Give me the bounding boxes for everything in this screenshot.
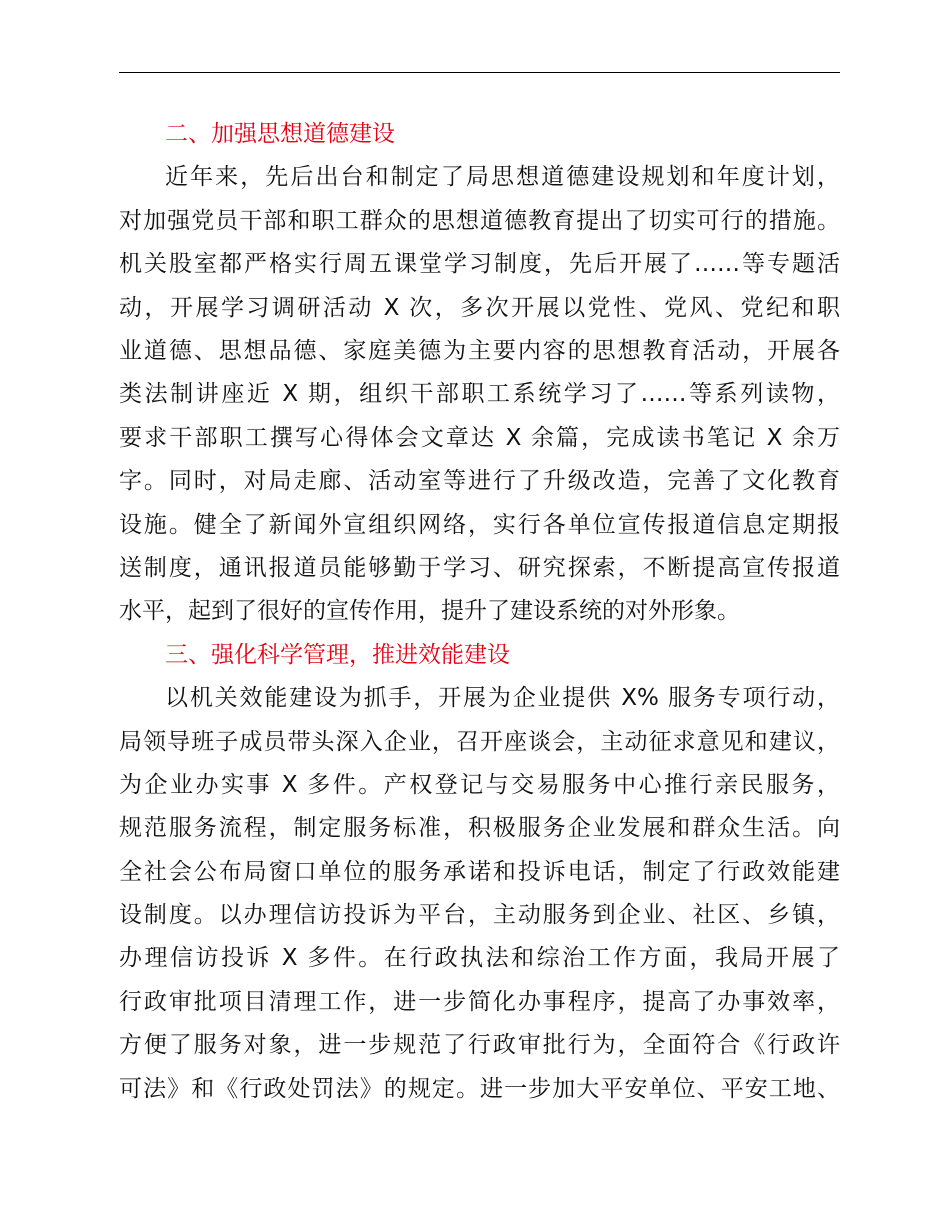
paragraph-line: 机关股室都严格实行周五课堂学习制度，先后开展了……等专题活 xyxy=(119,251,840,278)
paragraph-line: 办理信访投诉 X 多件。在行政执法和综治工作方面，我局开展了 xyxy=(119,945,840,972)
paragraph-line: 设施。健全了新闻外宣组织网络，实行各单位宣传报道信息定期报 xyxy=(119,511,840,538)
header-rule xyxy=(119,72,840,73)
paragraph-line: 对加强党员干部和职工群众的思想道德教育提出了切实可行的措施。 xyxy=(119,207,840,234)
paragraph-line: 送制度，通讯报道员能够勤于学习、研究探索，不断提高宣传报道 xyxy=(119,554,840,581)
paragraph-line: 为企业办实事 X 多件。产权登记与交易服务中心推行亲民服务， xyxy=(119,771,840,798)
paragraph-line: 动，开展学习调研活动 X 次，多次开展以党性、党风、党纪和职 xyxy=(119,294,840,321)
paragraph-line: 字。同时，对局走廊、活动室等进行了升级改造，完善了文化教育 xyxy=(119,468,840,495)
paragraph-line: 近年来，先后出台和制定了局思想道德建设规划和年度计划， xyxy=(165,164,840,191)
paragraph-line: 行政审批项目清理工作，进一步简化办事程序，提高了办事效率， xyxy=(119,988,840,1015)
paragraph-line: 规范服务流程，制定服务标准，积极服务企业发展和群众生活。向 xyxy=(119,815,840,842)
paragraph-line: 以机关效能建设为抓手，开展为企业提供 X% 服务专项行动， xyxy=(165,685,840,712)
paragraph-line: 类法制讲座近 X 期，组织干部职工系统学习了……等系列读物， xyxy=(119,381,840,408)
document-body xyxy=(119,113,840,1111)
paragraph-line: 方便了服务对象，进一步规范了行政审批行为，全面符合《行政许 xyxy=(119,1032,840,1059)
paragraph-line: 业道德、思想品德、家庭美德为主要内容的思想教育活动，开展各 xyxy=(119,337,840,364)
paragraph-line: 全社会公布局窗口单位的服务承诺和投诉电话，制定了行政效能建 xyxy=(119,858,840,885)
paragraph-line: 局领导班子成员带头深入企业，召开座谈会，主动征求意见和建议， xyxy=(119,728,840,755)
section-heading-3: 三、强化科学管理，推进效能建设 xyxy=(165,641,510,668)
paragraph-line: 要求干部职工撰写心得体会文章达 X 余篇，完成读书笔记 X 余万 xyxy=(119,424,840,451)
paragraph-line: 可法》和《行政处罚法》的规定。进一步加大平安单位、平安工地、 xyxy=(119,1075,840,1102)
paragraph-line: 水平，起到了很好的宣传作用，提升了建设系统的对外形象。 xyxy=(119,598,740,625)
section-heading-2: 二、加强思想道德建设 xyxy=(165,121,395,147)
paragraph-line: 设制度。以办理信访投诉为平台，主动服务到企业、社区、乡镇， xyxy=(119,902,840,929)
